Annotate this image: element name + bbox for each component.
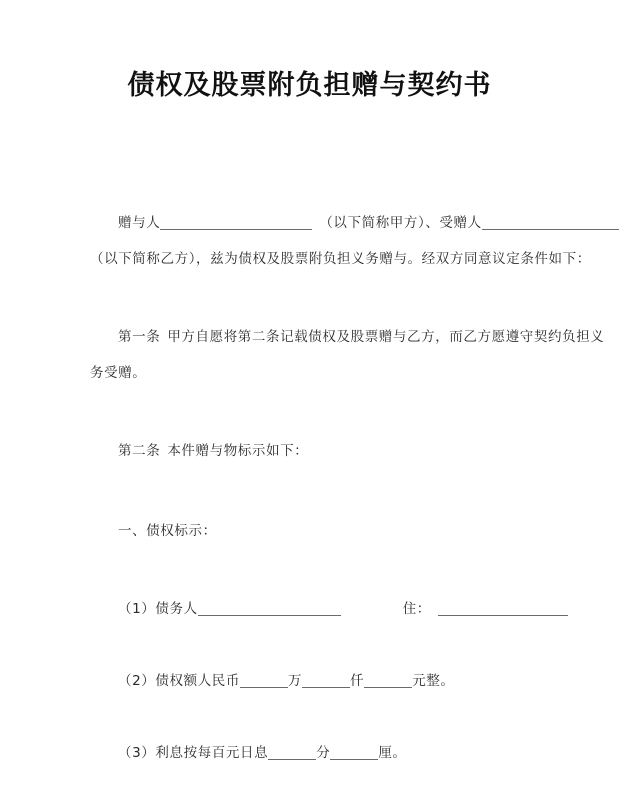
claim-amount-label: （2）债权额人民币 bbox=[118, 673, 240, 689]
item-2-row bbox=[90, 663, 532, 699]
debtor-address-blank[interactable] bbox=[438, 600, 568, 616]
unit-qian: 仟 bbox=[350, 673, 365, 689]
claim-amount-qian-blank[interactable] bbox=[302, 672, 350, 688]
article-2-text: 本件赠与物标示如下： bbox=[167, 443, 309, 459]
item-1-row bbox=[90, 591, 532, 627]
article-1-label: 第一条 bbox=[118, 329, 161, 345]
article-2-label: 第二条 bbox=[118, 443, 161, 459]
spacer-block bbox=[90, 699, 532, 735]
unit-yuan-zheng: 元整。 bbox=[412, 673, 455, 689]
spacer-block bbox=[90, 627, 532, 663]
interest-fen-blank[interactable] bbox=[268, 744, 316, 760]
party-a-note: （以下简称甲方）、受赠人 bbox=[319, 215, 482, 231]
article-2-line bbox=[90, 433, 532, 469]
section-1-heading-text: 一、债权标示： bbox=[118, 523, 217, 539]
article-1-line-2 bbox=[90, 355, 532, 391]
debtor-name-blank[interactable] bbox=[198, 600, 341, 616]
donor-name-blank[interactable] bbox=[160, 214, 312, 230]
article-1-line-1 bbox=[90, 319, 605, 355]
spacer-block bbox=[90, 391, 532, 433]
donor-label: 赠与人 bbox=[118, 215, 161, 231]
debtor-label: （1）债务人 bbox=[118, 601, 198, 617]
article-1-text-line-2: 务受赠。 bbox=[90, 365, 147, 381]
unit-wan: 万 bbox=[288, 673, 303, 689]
unit-fen: 分 bbox=[316, 745, 331, 761]
item-3-row bbox=[90, 735, 532, 771]
address-label: 住： bbox=[402, 601, 431, 617]
interest-li-blank[interactable] bbox=[330, 744, 378, 760]
claim-amount-wan-blank[interactable] bbox=[240, 672, 288, 688]
unit-li: 厘。 bbox=[378, 745, 407, 761]
preamble-line-2 bbox=[90, 241, 591, 277]
donee-name-blank[interactable] bbox=[482, 214, 619, 230]
preamble-line-1 bbox=[90, 205, 532, 241]
spacer-block bbox=[90, 469, 532, 513]
document-body bbox=[90, 205, 605, 771]
section-1-heading bbox=[90, 513, 532, 549]
claim-amount-yuan-blank[interactable] bbox=[364, 672, 412, 688]
document-title: 债权及股票附负担赠与契约书 bbox=[127, 70, 492, 101]
article-1-text-line-1: 甲方自愿将第二条记载债权及股票赠与乙方，而乙方愿遵守契约负担义 bbox=[167, 329, 605, 345]
spacer-block bbox=[90, 277, 532, 319]
interest-rate-label: （3）利息按每百元日息 bbox=[118, 745, 269, 761]
preamble-line-2-text: （以下简称乙方），兹为债权及股票附负担义务赠与。经双方同意议定条件如下： bbox=[90, 251, 591, 267]
spacer-block bbox=[90, 549, 532, 591]
